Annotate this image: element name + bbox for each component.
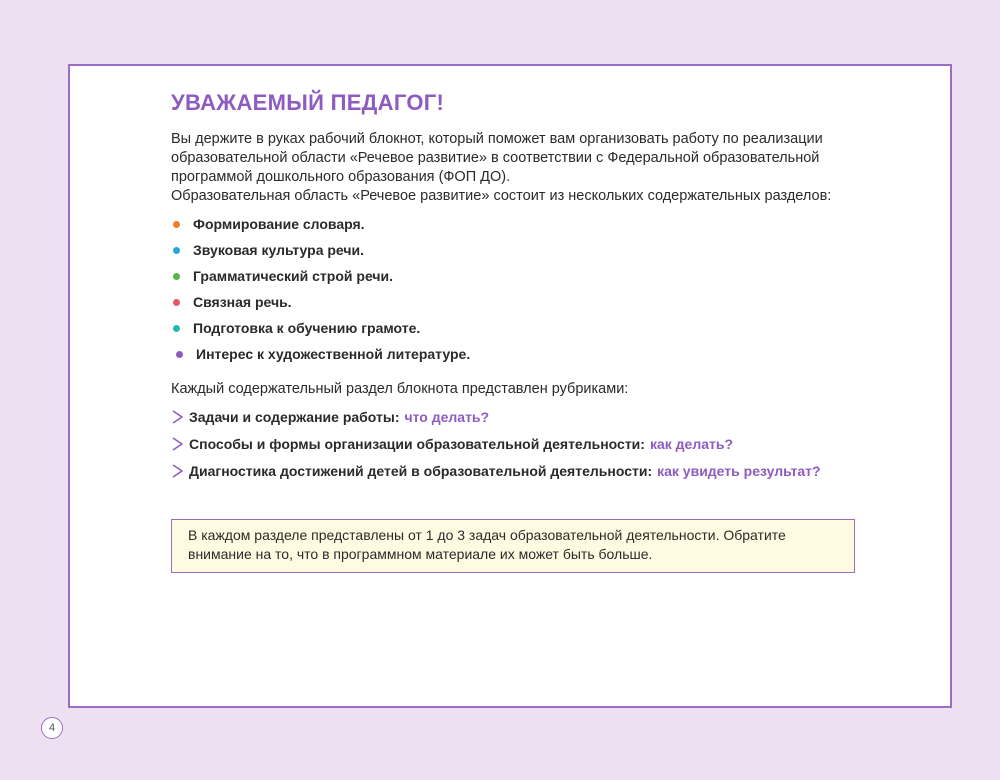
bullet-dot-icon xyxy=(173,247,180,254)
rubric-question: что делать? xyxy=(404,408,490,425)
section-label: Подготовка к обучению грамоте. xyxy=(193,320,421,336)
rubric-label: Диагностика достижений детей в образовательной деятельности: xyxy=(189,462,653,479)
triangle-arrow-icon xyxy=(171,436,184,452)
intro-paragraph-1: Вы держите в руках рабочий блокнот, который поможет вам организовать работу по реализации образовательной области «Речевое развитие» в соответствии с Федеральной образовательной программой дошкольного образования (ФОП ДО). xyxy=(171,131,823,185)
page-content xyxy=(171,90,871,484)
sections-list xyxy=(171,211,871,367)
rubric-label: Способы и формы организации образовательной деятельности: xyxy=(189,435,645,452)
bullet-dot-icon xyxy=(173,299,180,306)
page-title: УВАЖАЕМЫЙ ПЕДАГОГ! xyxy=(171,90,445,115)
rubric-question: как увидеть результат? xyxy=(657,462,821,479)
bullet-dot-icon xyxy=(173,325,180,332)
list-item xyxy=(171,315,871,341)
page-frame xyxy=(68,64,952,708)
triangle-arrow-icon xyxy=(171,409,184,425)
rubrics-intro: Каждый содержательный раздел блокнота представлен рубриками: xyxy=(171,381,629,397)
section-label: Звуковая культура речи. xyxy=(193,242,364,258)
section-label: Формирование словаря. xyxy=(193,216,365,232)
intro-paragraph-2: Образовательная область «Речевое развитие» состоит из нескольких содержательных разделов: xyxy=(171,188,832,204)
section-label: Интерес к художественной литературе. xyxy=(196,346,471,362)
page-number: 4 xyxy=(41,717,63,739)
intro-text xyxy=(171,130,871,206)
rubric-question: как делать? xyxy=(649,435,734,452)
bullet-dot-icon xyxy=(173,273,180,280)
rubric-label: Задачи и содержание работы: xyxy=(189,408,400,425)
note-box: В каждом разделе представлены от 1 до 3 задач образовательной деятельности. Обратите внимание на то, что в программном материале их может быть больше. xyxy=(171,519,855,573)
list-item xyxy=(171,263,871,289)
rubrics-list xyxy=(171,403,871,484)
list-item xyxy=(171,457,871,484)
list-item xyxy=(171,289,871,315)
list-item xyxy=(171,237,871,263)
section-label: Связная речь. xyxy=(193,294,292,310)
list-item xyxy=(171,211,871,237)
bullet-dot-icon xyxy=(173,221,180,228)
list-item xyxy=(171,430,871,457)
list-item xyxy=(171,403,871,430)
list-item xyxy=(171,341,871,367)
triangle-arrow-icon xyxy=(171,463,184,479)
section-label: Грамматический строй речи. xyxy=(193,268,393,284)
bullet-dot-icon xyxy=(176,351,183,358)
